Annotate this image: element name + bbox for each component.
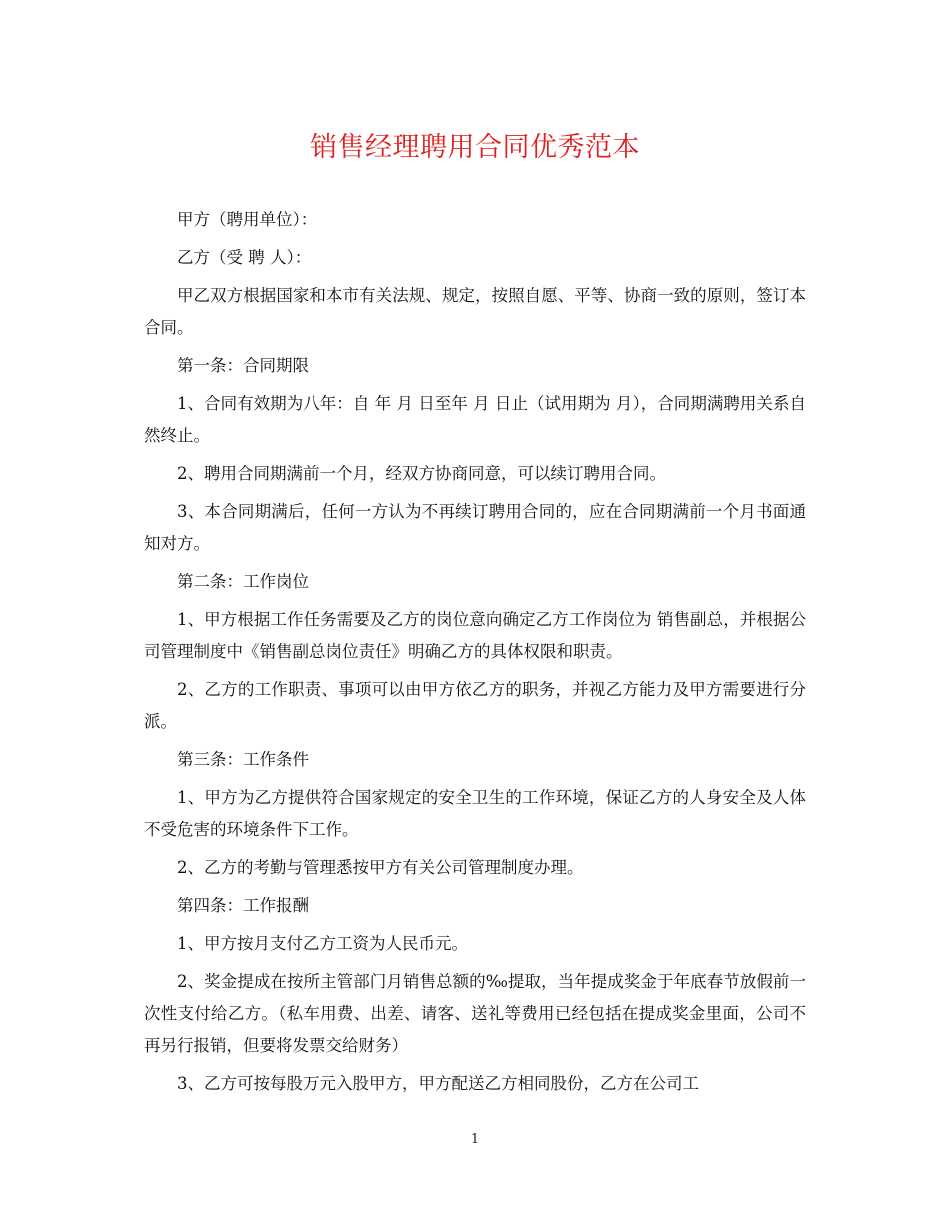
clause-paragraph: 2、聘用合同期满前一个月，经双方协商同意，可以续订聘用合同。 — [177, 464, 666, 483]
document-title: 销售经理聘用合同优秀范本 — [310, 132, 640, 163]
article-heading: 第三条：工作条件 — [177, 750, 309, 769]
party-a-line: 甲方（聘用单位）： — [177, 210, 318, 229]
clause-paragraph: 3、乙方可按每股万元入股甲方，甲方配送乙方相同股份，乙方在公司工 — [177, 1074, 699, 1093]
party-b-line: 乙方（受 聘 人）： — [177, 248, 312, 267]
clause-paragraph: 2、奖金提成在按所主管部门月销售总额的‰提取，当年提成奖金于年底春节放假前一次性支付给乙方。（私车用费、出差、请客、送礼等费用已经包括在提成奖金里面，公司不再另行报销，但要将发票交给财务） — [144, 972, 806, 1055]
article-heading: 第一条：合同期限 — [177, 356, 309, 375]
article-heading: 第二条：工作岗位 — [177, 572, 309, 591]
clause-paragraph: 3、本合同期满后，任何一方认为不再续订聘用合同的，应在合同期满前一个月书面通知对方。 — [144, 502, 806, 553]
clause-paragraph: 1、甲方为乙方提供符合国家规定的安全卫生的工作环境，保证乙方的人身安全及人体不受危害的环境条件下工作。 — [144, 788, 806, 839]
clause-paragraph: 2、乙方的考勤与管理悉按甲方有关公司管理制度办理。 — [177, 858, 584, 877]
clause-paragraph: 2、乙方的工作职责、事项可以由甲方依乙方的职务，并视乙方能力及甲方需要进行分派。 — [144, 680, 806, 731]
preamble-paragraph: 甲乙双方根据国家和本市有关法规、规定，按照自愿、平等、协商一致的原则，签订本合同。 — [144, 286, 806, 337]
article-heading: 第四条：工作报酬 — [177, 896, 309, 915]
clause-paragraph: 1、甲方按月支付乙方工资为人民币元。 — [177, 934, 468, 953]
page-number: 1 — [470, 1132, 480, 1147]
clause-paragraph: 1、甲方根据工作任务需要及乙方的岗位意向确定乙方工作岗位为 销售副总，并根据公司管理制度中《销售副总岗位责任》明确乙方的具体权限和职责。 — [144, 610, 806, 661]
clause-paragraph: 1、合同有效期为八年：自 年 月 日至年 月 日止（试用期为 月），合同期满聘用关系自然终止。 — [144, 394, 806, 445]
document-body — [144, 204, 806, 1106]
